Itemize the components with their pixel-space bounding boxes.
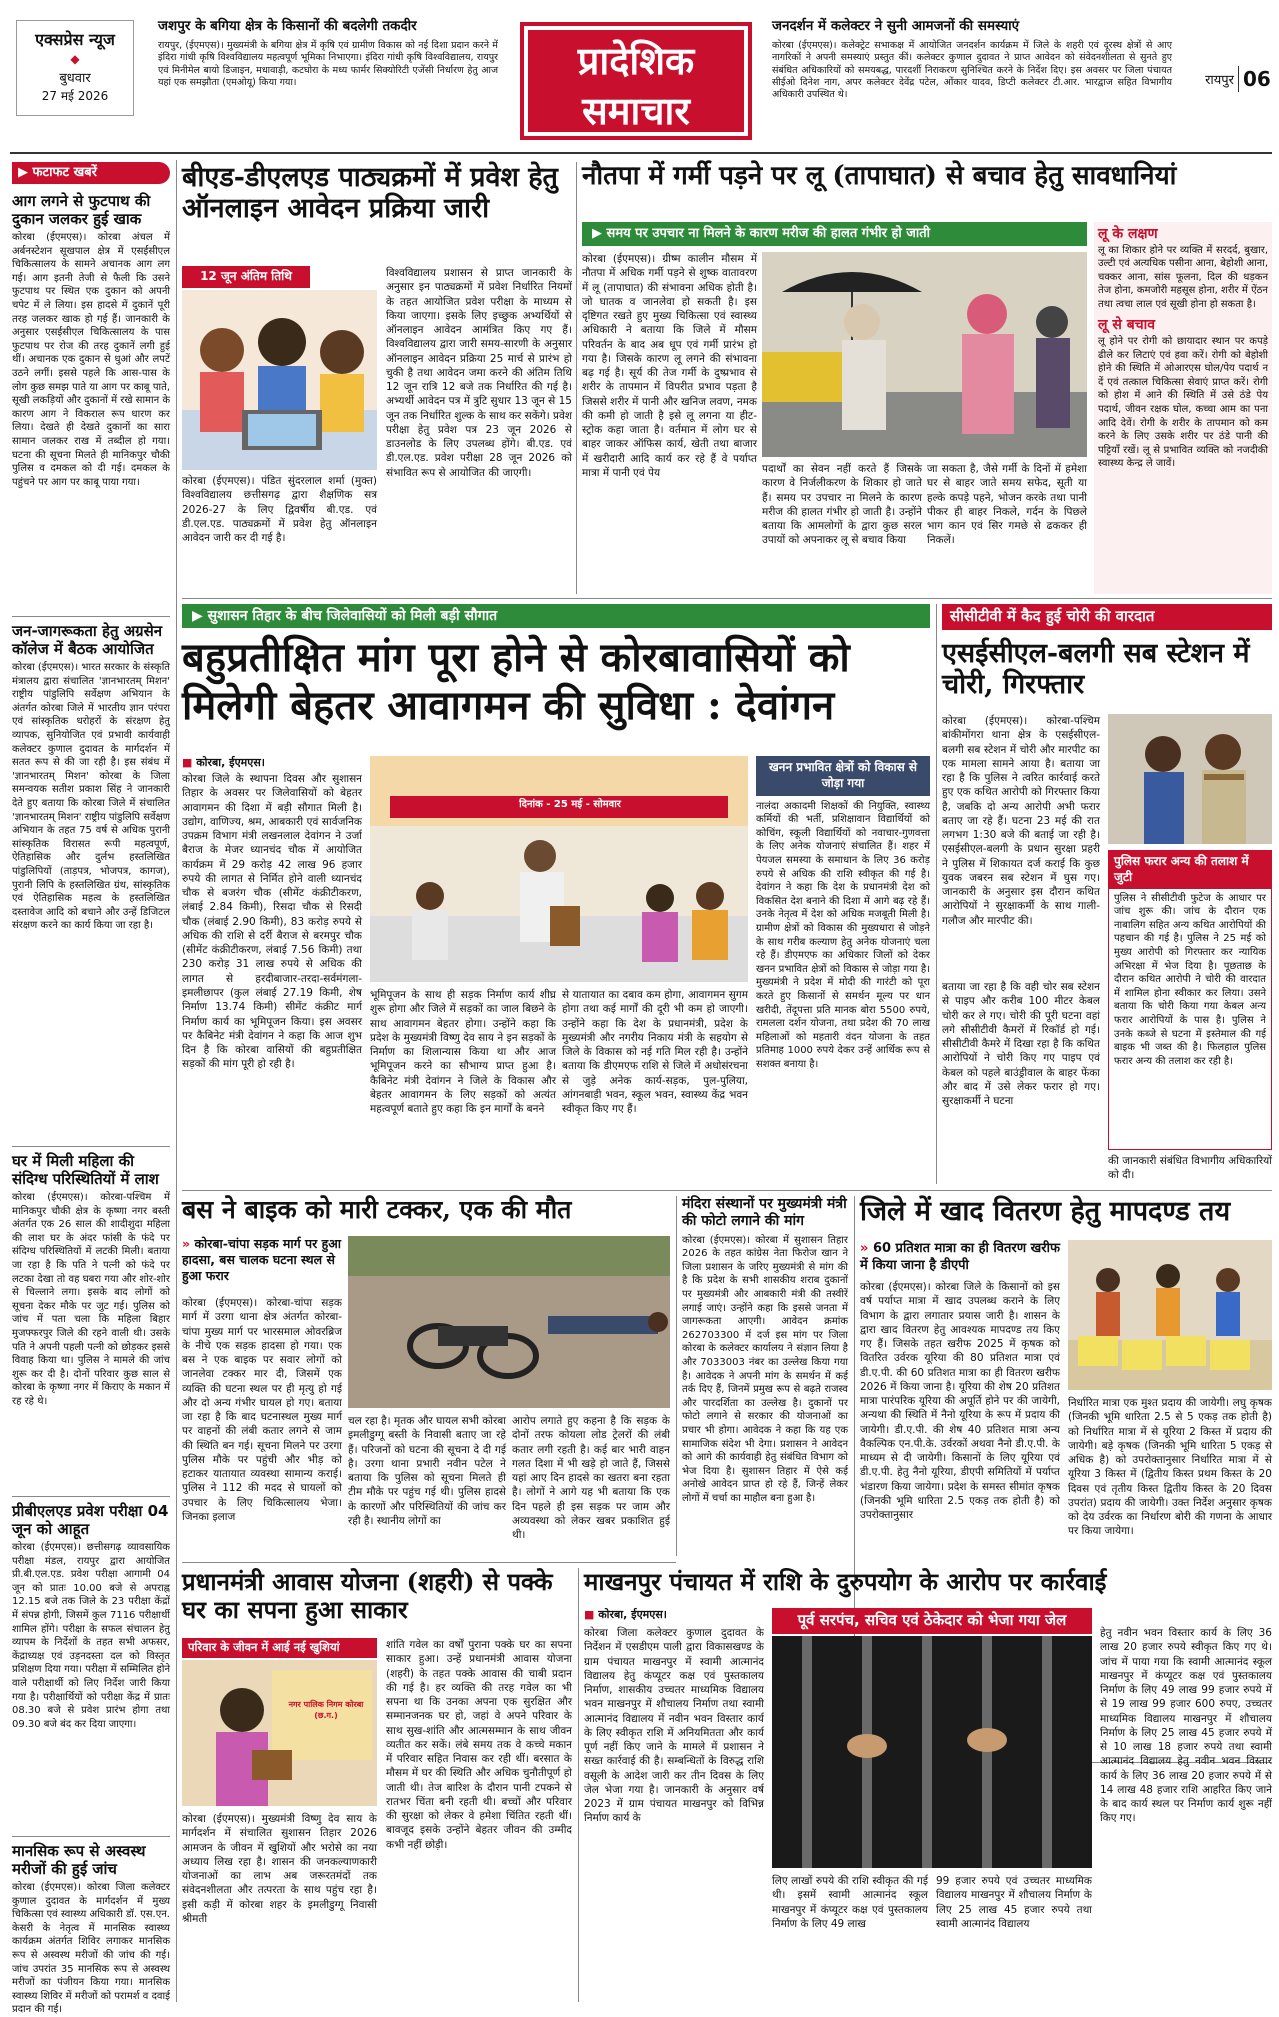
devangan-photo-banner: दिनांक - 25 मई - सोमवार bbox=[519, 799, 621, 810]
makhan-col1: कोरबा जिला कलेक्टर कुणाल दुदावत के निर्देशन में एसडीएम पाली द्वारा विकासखण्ड के ग्राम पंचायत माखनपुर में स्वामी आत्मानंद विद्यालय हेतु कंप्यूटर कक्ष एवं पुस्तकालय निर्माण, शासकीय उच्चतर माध्यमिक विद्यालय भवन माखनपुर में शौचालय निर्माण तथा स्वामी आत्मानंद विद्यालय में नवीन भवन विस्तार कार्य के लिए स्वीकृत राशि में अनियमितता और कार्य पूर्ण नहीं किए जाने के मामले में प्रशासन ने सख्त कार्रवाई की है। सम्बन्धितों के विरुद्ध राशि वसूली के आदेश जारी कर तीन दिवस के लिए जेल भेजा गया है। जानकारी के अनुसार वर्ष 2023 में ग्राम पंचायत माखनपुर को विभिन्न निर्माण कार्य के bbox=[584, 1627, 764, 1825]
heat-symptoms-body: लू का शिकार होने पर व्यक्ति में सरदर्द, बुखार, उल्टी एवं अत्यधिक पसीना आना, बेहोशी आना, चक्कर आना, सांस फूलना, दिल की धड़कन तेज होना, कमजोरी महसूस होना, शरीर में ऐंठन तथा त्वचा लाल एवं सूखी होना हो सकता है। bbox=[1098, 244, 1268, 310]
awas-beneficiary-photo bbox=[182, 1660, 377, 1806]
awas-photo-banner: नगर पालिक निगम कोरबा (छ.ग.) bbox=[288, 1700, 364, 1720]
fertilizer-col2: निर्धारित मात्रा एक मुश्त प्रदाय की जायेगी। लघु कृषक (जिनकी भूमि धारिता 2.5 से 5 एकड़ तक होती है) को निर्धारित मात्रा में से यूरिया 2 किस्त में प्रदाय की जायेगी। बड़े कृषक (जिनकी भूमि धारिता 5 एकड़ से अधिक है) को उपरोक्तानुसार निर्धारित मात्रा में से यूरिया 3 किस्त में (द्वितीय किस्त प्रथम किस्त के 20 दिवस एवं तृतीय किस्त द्वितीय किस्त के 20 दिवस उपरांत) प्रदाय की जायेगी। उक्त निर्देश अनुसार कृषक को देय उर्वरक का निर्धारण बोरी की गणना के आधार पर किया जायेगा। bbox=[1068, 1397, 1272, 1538]
brief-title: घर में मिली महिला की संदिग्ध परिस्थितियों में लाश bbox=[12, 1152, 159, 1188]
devangan-banner-arrow-icon: ▶ bbox=[192, 608, 208, 624]
heat-symptoms-box bbox=[1094, 222, 1272, 594]
section-title-line2: समाचार bbox=[582, 88, 690, 133]
brief-title: मानसिक रूप से अस्वस्थ मरीजों की हुई जांच bbox=[12, 1842, 146, 1878]
awas-col1: कोरबा (ईएमएस)। मुख्यमंत्री विष्णु देव साय के मार्गदर्शन में संचालित सुशासन तिहार 2026 आमजन के जीवन में खुशियों और भरोसे का नया अध्याय लिख रहा है। शासन की जनकल्याणकारी योजनाओं का लाभ अब जरूरतमंदों तक संवेदनशीलता और तत्परता के साथ पहुंच रहा है। इसी कड़ी में कोरबा शहर के इमलीडुग्गू निवासी श्रीमती bbox=[182, 1813, 377, 1925]
devangan-col2: भूमिपूजन के साथ ही सड़क निर्माण कार्य शीघ्र शुरू होगा और जिले में सड़कों का जाल बिछने के साथ आवागमन बेहतर होगा। उन्होंने कहा कि प्रदेश के मुख्यमंत्री विष्णु देव साय ने इन सड़कों के निर्माण का शिलान्यास किया था और आज भूमिपूजन करने का सौभाग्य प्राप्त हुआ है। कैबिनेट मंत्री देवांगन ने जिले के विकास और बेहतर आवागमन के लिए सड़कों को अत्यंत महत्वपूर्ण बताते हुए कहा कि इन मार्गों के बनने bbox=[370, 989, 556, 1116]
brief-title: जन-जागरूकता हेतु अग्रसेन कॉलेज में बैठक आयोजित bbox=[12, 622, 163, 658]
fatafat-label bbox=[12, 162, 170, 184]
bus-subhead bbox=[182, 1236, 342, 1284]
heat-col2: पदार्थों का सेवन नहीं करते हैं जिसके कारण वे निर्जलीकरण के शिकार हो जाते हैं। समय पर उपचार ना मिलने के कारण मरीज की हालत गंभीर हो जाती है। उन्होंने बताया कि आमलोगों के द्वारा कुछ सरल उपायों को अपनाकर लू से बचाव किया bbox=[762, 463, 922, 547]
makhan-dateline-text: कोरबा, ईएमएस। bbox=[598, 1608, 667, 1621]
fertilizer-subhead-text: 60 प्रतिशत मात्रा का ही वितरण खरीफ में किया जाना है डीएपी bbox=[860, 1241, 1060, 1274]
devangan-article bbox=[182, 604, 930, 1184]
makhan-jail-photo bbox=[772, 1636, 1092, 1868]
theft-tail: की जानकारी संबंधित विभागीय अधिकारियों को दी। bbox=[1108, 1155, 1272, 1182]
heat-subhead bbox=[582, 222, 1087, 246]
theft-banner-text: सीसीटीवी में कैद हुई चोरी की वारदात bbox=[950, 607, 1155, 625]
masthead-left-body: रायपुर, (ईएमएस)। मुख्यमंत्री के बगिया क्षेत्र में कृषि एवं ग्रामीण विकास को नई दिशा प्रदान करने में इंदिरा गांधी कृषि विश्वविद्यालय महत्वपूर्ण भूमिका निभाएगा। इंदिरा गांधी कृषि विश्वविद्यालय, रायपुर एवं मिनीमेल बायो डिजाइन, मधावाड़ी, कटघोरा के मध्य फार्मर सिक्योरिटी एजेंसी निर्धारण हेतु आज यहां एक समझौता (एमओयू) किया गया। bbox=[158, 39, 498, 88]
fatafat-column bbox=[12, 162, 171, 2016]
bed-article bbox=[182, 162, 572, 594]
masthead-right-title: जनदर्शन में कलेक्टर ने सुनी आमजनों की समस्याएं bbox=[772, 18, 1020, 34]
page-number: 06 bbox=[1238, 66, 1274, 92]
masthead-divider bbox=[10, 152, 1272, 154]
devangan-event-photo bbox=[370, 756, 748, 982]
brand-name: एक्सप्रेस न्यूज bbox=[35, 30, 115, 49]
heat-symptoms-title: लू के लक्षण bbox=[1098, 226, 1158, 242]
theft-body2: बताया जा रहा है कि वही चोर सब स्टेशन से पाइप और करीब 100 मीटर केबल चोरी कर ले गए। चोरी की पूरी घटना वहां लगे सीसीटीवी कैमरों में रिकॉर्ड हो गई। सीसीटीवी कैमरे में दिखा रहा है कि कथित आरोपियों ने चोरी किए गए पाइप एवं केबल को पहले बाउंड्रीवाल के बाहर फेंका और बाद में उसे लेकर फरार हो गए। सुरक्षाकर्मी ने घटना bbox=[942, 981, 1100, 1108]
brief-item bbox=[12, 1152, 170, 1492]
brief-body: कोरबा (ईएमएस)। कोरबा-पश्चिम में मानिकपुर चौकी क्षेत्र के कृष्णा नगर बस्ती अंतर्गत एक 26 साल की शादीशुदा महिला की लाश घर के अंदर फांसी के फंदे पर संदिग्ध परिस्थितियों में लटकी मिली। बताया जा रहा है कि पति ने पत्नी को फंदे पर लटका देखा तो वह घबरा गया और शोर-शोर से चिल्लाने लगा। इसके बाद लोगों को सूचना देकर मौके पर जुट गई। पुलिस को जांच में पता चला कि महिला बिहार मुजफ्फरपुर जिले की रहने वाली थी। उसके पति ने अपनी पहली पत्नी को छोड़कर इससे विवाह किया था। पुलिस ने मामले की जांच शुरू कर दी है। दोनों परिवार कुछ साल से कोरबा के कृष्णा नगर में किराए के मकान में रह रहे थे। bbox=[12, 1192, 170, 1407]
issue-date: 27 मई 2026 bbox=[41, 89, 109, 104]
brand-diamond-icon: ◆ bbox=[70, 52, 80, 67]
devangan-mines-body: नालंदा अकादमी शिक्षकों की नियुक्ति, स्वास्थ्य कर्मियों की भर्ती, प्रशिक्षावान विद्यार्थियों को कोचिंग, स्कूली विद्यार्थियों को नवाचार-गुणवत्ता के लिए अनेक योजनाएं संचालित हैं। शहर में पेयजल समस्या के समाधान के लिए 36 करोड़ रुपये से अधिक की राशि स्वीकृत की गई है। देवांगन ने कहा कि देश के प्रधानमंत्री देश को विकसित देश बनाने की दिशा में आगे बढ़ रहे हैं। उनके नेतृत्व में देश को अधिक मजबूती मिली है। ग्रामीण क्षेत्रों को विकास की मुख्यधारा से जोड़ने के साथ गरीब कल्याण हेतु अनेक योजनाएं चला रहे हैं। डीएमएफ का अधिकार जिलों को देकर खनन प्रभावित क्षेत्रों को विकास से जोड़ा गया है। मुख्यमंत्री ने प्रदेश में मोदी की गारंटी को पूरा करते हुए किसानों से समर्थन मूल्य पर धान खरीदी, तेंदूपत्ता प्रति मानक बोरा 5500 रुपये, रामलला दर्शन योजना, तथा प्रदेश की 70 लाख महिलाओं को महतारी वंदन योजना के तहत प्रतिमाह 1000 रुपये देकर उन्हें आर्थिक रूप से सशक्त बनाया है। bbox=[756, 800, 930, 1070]
brief-body: कोरबा (ईएमएस)। कोरबा जिला कलेक्टर कुणाल दुदावत के मार्गदर्शन में मुख्य चिकित्सा एवं स्वास्थ्य अधिकारी डॉ. एस.एन. केसरी के नेतृत्व में मानसिक स्वास्थ्य कार्यक्रम अंतर्गत शिविर लगाकर मानसिक रूप से अस्वस्थ मरीजों की जांच की गई। जांच उपरांत 35 मानसिक रूप से अस्वस्थ मरीजों का पंजीयन किया गया। मानसिक स्वास्थ्य शिविर में मरीजों को परामर्श व दवाई प्रदान की गई। bbox=[12, 1882, 170, 2016]
makhan-square-icon: ■ bbox=[584, 1608, 599, 1621]
bed-headline: बीएड-डीएलएड पाठ्यक्रमों में प्रवेश हेतु ऑनलाइन आवेदन प्रक्रिया जारी bbox=[182, 162, 558, 225]
theft-police-body: पुलिस ने सीसीटीवी फुटेज के आधार पर जांच शुरू की। जांच के दौरान एक नाबालिग सहित अन्य कथित आरोपियों की पहचान की गई है। पुलिस ने 25 मई को मुख्य आरोपी को गिरफ्तार कर न्यायिक अभिरक्षा में भेज दिया है। पूछताछ के दौरान कथित आरोपी ने चोरी की वारदात में शामिल होना स्वीकार कर लिया। उसने बताया कि चोरी किया गया केबल अन्य फरार आरोपियों के पास है। पुलिस ने उनके कब्जे से घटना में इस्तेमाल की गई बाइक भी जब्त की है। फिलहाल पुलिस फरार अन्य की तलाश कर रही है। bbox=[1114, 892, 1266, 1067]
awas-tag bbox=[182, 1638, 377, 1658]
heat-col1: कोरबा (ईएमएस)। ग्रीष्म कालीन मौसम में नौतपा में अधिक गर्मी पड़ने से शुष्क वातावरण में लू (तापाघात) की संभावना अधिक होती है। जो घातक व जानलेवा हो सकती है। इस दृष्टिगत रखते हुए मुख्य चिकित्सा एवं स्वास्थ्य अधिकारी ने बताया कि जिले में मौसम परिवर्तन के बाद अब धूप एवं गर्मी प्रारंभ हो गया है। जिसके कारण लू लगने की संभावना बढ़ गई है। सूर्य की तेज गर्मी के दुष्प्रभाव से शरीर के तापमान में विपरीत प्रभाव पड़ता है जिससे शरीर में पानी और खनिज लवण, नमक की कमी हो जाती है इसे लू लगना या हीट-स्ट्रोक कहा जाता है। वर्तमान में लोग घर से बाहर जाकर ऑफिस कार्य, खेती तथा बाजार में खरीदारी आदि कार्य कर रहे हैं वे पर्याप्त मात्रा में पानी एवं पेय bbox=[582, 253, 757, 479]
bus-headline: बस ने बाइक को मारी टक्कर, एक की मौत bbox=[182, 1195, 572, 1224]
brand-box bbox=[16, 20, 134, 116]
makhan-subhead-text: पूर्व सरपंच, सचिव एवं ठेकेदार को भेजा गया जेल bbox=[797, 1611, 1067, 1629]
heat-prevention-title: लू से बचाव bbox=[1098, 317, 1155, 334]
fertilizer-subhead bbox=[860, 1240, 1060, 1274]
devangan-headline: बहुप्रतीक्षित मांग पूरा होने से कोरबावासियों को मिलेगी बेहतर आवागमन की सुविधा : देवांगन bbox=[182, 634, 850, 729]
devangan-banner bbox=[182, 604, 930, 628]
heat-article bbox=[582, 162, 1272, 594]
brief-title: प्रीबीएलएड प्रवेश परीक्षा 04 जून को आहूत bbox=[12, 1502, 169, 1538]
fertilizer-col1: कोरबा (ईएमएस)। कोरबा जिले के किसानों को इस वर्ष पर्याप्त मात्रा में खाद उपलब्ध कराने के लिए विभाग के द्वारा लगातार प्रयास जारी है। शासन के द्वारा खाद वितरण हेतु आवश्यक मापदण्ड तय किए गए हैं। जिसके तहत खरीफ 2025 में कृषक को वितरित उर्वरक यूरिया की 80 प्रतिशत मात्रा एवं डी.ए.पी. की 60 प्रतिशत मात्रा का ही वितरण खरीफ 2026 में किया जाना है। यूरिया की शेष 20 प्रतिशत मात्रा पारंपरिक यूरिया की अपूर्ति होने पर की जायेगी, अन्यथा की स्थिति में नैनो यूरिया के रूप में प्रदाय की जायेगी। डी.ए.पी. की शेष 40 प्रतिशत मात्रा अन्य वैकल्पिक एन.पी.के. उर्वरकों अथवा नैनो डी.ए.पी. के माध्यम से दी जायेगी। किसानों के लिए यूरिया एवं डी.ए.पी. हेतु नैनो यूरिया, डीएपी समितियों में पर्याप्त भंडारण किया जायेगा। प्रदेश के समस्त सीमांत कृषक (जिनकी भूमि धारिता 2.5 एकड़ तक होती है) को उपरोक्तानुसार bbox=[860, 1281, 1060, 1522]
makhan-subhead bbox=[772, 1608, 1092, 1634]
dateline-square-icon: ■ bbox=[182, 756, 197, 769]
awas-tag-text: परिवार के जीवन में आई नई खुशियां bbox=[188, 1640, 340, 1654]
masthead-left-title: जशपुर के बगिया क्षेत्र के किसानों की बदलेगी तकदीर bbox=[158, 18, 417, 34]
brief-item bbox=[12, 1502, 170, 1832]
fertilizer-headline: जिले में खाद वितरण हेतु मापदण्ड तय bbox=[860, 1196, 1231, 1227]
devangan-dateline-text: कोरबा, ईएमएस। bbox=[196, 756, 265, 769]
brief-title: आग लगने से फुटपाथ की दुकान जलकर हुई खाक bbox=[12, 192, 151, 228]
section-title-box bbox=[520, 22, 752, 140]
devangan-col1: कोरबा जिले के स्थापना दिवस और सुशासन तिहार के अवसर पर जिलेवासियों को बेहतर आवागमन की दिशा में बड़ी सौगात मिली है। उद्योग, वाणिज्य, श्रम, आबकारी एवं सार्वजनिक उपक्रम विभाग मंत्री लखनलाल देवांगन ने उर्जा बैराज के मेजर ध्यानचंद चौक में आयोजित कार्यक्रम में 29 करोड़ 42 लाख 96 हजार रुपये की लागत से निर्मित होने वाली ध्यानचंद चौक से बजरंग चौक (सीमेंट कंक्रीटीकरण, लंबाई 2.84 किमी), रिसदा चौक से रिसदी चौक (लंबाई 2.90 किमी), 83 करोड़ रुपये से अधिक की राशि से दर्री बैराज से बरमपुर चौक (सीमेंट कंक्रीटीकरण, लंबाई 7.56 किमी) तथा 230 करोड़ 31 लाख रुपये से अधिक की लागत से हरदीबाजार-तरदा-सर्वमंगला-इमलीछापर (कुल लंबाई 27.19 किमी, शेष निर्माण 13.74 किमी) सीमेंट कंक्रीट मार्ग निर्माण कार्य का भूमिपूजन किया। इस अवसर पर कैबिनेट मंत्री देवांगन ने कहा कि आज शुभ दिन है कि कोरबा वासियों की बहुप्रतीक्षित सड़कों की मांग पूरी हो रही है। bbox=[182, 773, 362, 1071]
heat-col3: जा सकता है, जैसे गर्मी के दिनों में हमेशा घर से बाहर जाते समय सफेद, सूती या हल्के कपड़े पहने, भोजन करके तथा पानी पीकर ही बाहर निकले, गर्दन के पिछले भाग कान एवं सिर गमछे से ढककर ही निकलें। bbox=[927, 463, 1087, 547]
fertilizer-photo bbox=[1068, 1240, 1272, 1390]
bus-article bbox=[182, 1196, 670, 1556]
heat-street-photo bbox=[762, 252, 1087, 457]
brief-body: कोरबा (ईएमएस)। छत्तीसगढ़ व्यावसायिक परीक्षा मंडल, रायपुर द्वारा आयोजित प्री.बी.एल.एड. प्रवेश परीक्षा आगामी 04 जून को प्रातः 10.00 बजे से अपराह्न 12.15 बजे तक जिले के 23 परीक्षा केंद्रों में संपन्न होगी, जिसमें कुल 7116 परीक्षार्थी शामिल होंगे। परीक्षा के सफल संचालन हेतु व्यापम के निर्देशों के तहत सभी अफसर, केंद्राध्यक्ष एवं उड़नदस्ता दल को विस्तृत प्रशिक्षण दिया गया। परीक्षा में सम्मिलित होने वाले परीक्षार्थी को लिए निर्देश जारी किया गया है। परीक्षार्थियों को परीक्षा केंद्र में प्रातः 08.30 बजे से प्रवेश प्रारंभ होगा तथा 09.30 बजे बंद कर दिया जाएगा। bbox=[12, 1542, 170, 1730]
temple-headline: मंदिरा संस्थानों पर मुख्यमंत्री मंत्री की फोटो लगाने की मांग bbox=[682, 1196, 847, 1229]
brief-body: कोरबा (ईएमएस)। भारत सरकार के संस्कृति मंत्रालय द्वारा संचालित 'ज्ञानभारतम् मिशन' राष्ट्रीय पांडुलिपि सर्वेक्षण अभियान के अंतर्गत कोरबा जिले में भारतीय ज्ञान परंपरा एवं सांस्कृतिक धरोहरों के संरक्षण हेतु व्यापक, सुनियोजित एवं प्रभावी कार्यवाही कलेक्टर कुणाल दुदावत के मार्गदर्शन में सतत रूप से की जा रही है। इस संबंध में 'ज्ञानभारतम् मिशन' कोरबा के जिला समन्वयक सतीश प्रकाश सिंह ने जानकारी देते हुए बताया कि कोरबा जिले में संचालित 'ज्ञानभारतम् मिशन' राष्ट्रीय पांडुलिपि सर्वेक्षण अभियान के तहत 75 वर्ष से अधिक पुरानी सांस्कृतिक विरासत रूपी महत्वपूर्ण, ऐतिहासिक और दुर्लभ हस्तलिखित पांडुलिपियों (ताड़पत्र, भोजपत्र, कागज), पुरानी लिपि के हस्तलिखित ग्रंथ, सांस्कृतिक एवं ऐतिहासिक महत्व के हस्तलिखित दस्तावेज आदि को बचाने और उन्हें डिजिटल संरक्षण करने का कार्य किया जा रहा है। bbox=[12, 662, 170, 932]
heat-prevention-body: लू होने पर रोगी को छायादार स्थान पर कपड़े ढीले कर लिटाएं एवं हवा करें। रोगी को बेहोशी होने की स्थिति में ओआरएस घोल/पेय पदार्थ न दें एवं तत्काल चिकित्सा सेवाएं प्राप्त करें। रोगी को होश में आने की स्थिति में उसे ठंडे पेय पदार्थ, जीवन रक्षक घोल, कच्चा आम का पना आदि देवें। रोगी के शरीर के तापमान को कम करने के लिए उसके शरीर पर ठंडे पानी की पट्टियाँ रखें। लू से प्रभावित व्यक्ति को नजदीकी स्वास्थ्य केन्द्र ले जावें। bbox=[1098, 335, 1268, 470]
brief-item bbox=[12, 192, 170, 612]
awas-col2: शांति गवेल का वर्षों पुराना पक्के घर का सपना साकार हुआ। उन्हें प्रधानमंत्री आवास योजना (शहरी) के तहत पक्के आवास की चाबी प्रदान की गई है। हर व्यक्ति की तरह गवेल का भी सपना था कि उनका अपना एक सुरक्षित और सम्मानजनक घर हो, जहां वे अपने परिवार के साथ सुख-शांति और आत्मसम्मान के साथ जीवन व्यतीत कर सकें। लंबे समय तक वे कच्चे मकान में परिवार सहित निवास कर रही थीं। बरसात के मौसम में घर की स्थिति और अधिक चुनौतीपूर्ण हो जाती थी। तेज बारिश के दौरान पानी टपकने से रातभर चिंता बनी रहती थी। बच्चों और परिवार की सुरक्षा को लेकर वे हमेशा चिंतित रहती थीं। बावजूद इसके उन्होंने बेहतर जीवन की उम्मीद कभी नहीं छोड़ी। bbox=[386, 1639, 572, 1851]
bus-col3: आरोप लगाते हुए कहना है कि सड़क के दोनों तरफ कोयला लोड ट्रेलरों की लंबी कतार लगी रहती है। कई बार भारी वाहन गलत दिशा में भी खड़े हो जाते हैं, जिससे यहां आए दिन हादसे का खतरा बना रहता है। लोगों ने आगे यह भी बताया कि एक दिन पहले ही इस सड़क पर जाम और अव्यवस्था को लेकर खबर प्रकाशित हुई थी। bbox=[512, 1415, 670, 1542]
bed-tag-text: 12 जून अंतिम तिथि bbox=[200, 269, 292, 283]
theft-police-box bbox=[1108, 850, 1272, 1150]
fatafat-arrow-icon: ▶ bbox=[18, 165, 33, 180]
devangan-banner-text: सुशासन तिहार के बीच जिलेवासियों को मिली बड़ी सौगात bbox=[207, 608, 498, 624]
makhan-col4: हेतु नवीन भवन विस्तार कार्य के लिए 36 लाख 20 हजार रुपये स्वीकृत किए गए थे। जांच में पाया गया कि स्वामी आत्मानंद स्कूल माखनपुर में कंप्यूटर कक्ष एवं पुस्तकालय निर्माण के लिए 49 लाख 99 हजार रुपये में से 19 लाख 99 हजार 600 रुपए, उच्चतर माध्यमिक विद्यालय माखनपुर में शौचालय निर्माण के लिए 25 लाख 45 हजार रुपये में से 10 लाख 18 हजार रुपये तथा स्वामी आत्मानंद विद्यालय हेतु नवीन भवन विस्तार कार्य के लिए 36 लाख 20 हजार रुपये में से 14 लाख 48 हजार राशि आहरित किए जाने के बाद कार्य स्थल पर निर्माण कार्य शुरू नहीं किए गए। bbox=[1100, 1627, 1272, 1825]
theft-body1: कोरबा (ईएमएस)। कोरबा-पश्चिम बांकीमोंगरा थाना क्षेत्र के एसईसीएल-बलगी सब स्टेशन में चोरी और मारपीट का एक मामला सामने आया है। बताया जा रहा है कि पुलिस ने त्वरित कार्रवाई करते हुए एक कथित आरोपी को गिरफ्तार किया है, जबकि दो अन्य आरोपी अभी फरार बताए जा रहे हैं। घटना 23 मई की रात लगभग 1:30 बजे की बताई जा रही है। एसईसीएल-बलगी के प्रधान सुरक्षा प्रहरी ने पुलिस में शिकायत दर्ज कराई कि कुछ युवक जबरन सब स्टेशन में घुस गए। जानकारी के अनुसार इस दौरान कथित आरोपियों ने सुरक्षाकर्मी के साथ गाली-गलौज और मारपीट की। bbox=[942, 715, 1100, 927]
makhan-col3: 99 हजार रुपये एवं उच्चतर माध्यमिक विद्यालय माखनपुर में शौचालय निर्माण के लिए 25 लाख 45 हजार रुपये तथा स्वामी आत्मानंद विद्यालय bbox=[936, 1875, 1092, 1930]
temple-body: कोरबा (ईएमएस)। कोरबा में सुशासन तिहार 2026 के तहत कांग्रेस नेता फिरोज खान ने जिला प्रशासन के जरिए मुख्यमंत्री से मांग की है कि प्रदेश के सभी शासकीय शराब दुकानों पर मुख्यमंत्री और आबकारी मंत्री की तस्वीरें लगाई जाएं। उन्होंने कहा कि इससे जनता में जागरूकता आएगी। आवेदन क्रमांक 262703300 में दर्ज इस मांग पर जिला कोरबा के कलेक्टर कार्यालय ने संज्ञान लिया है और 7033003 नंबर का उल्लेख किया गया है। आवेदक ने अपनी मांग के समर्थन में कई तर्क दिए हैं, जिनमें प्रमुख रूप से बढ़ते राजस्व और पारदर्शिता का उल्लेख है। दुकानों पर फोटो लगाने से सरकार की योजनाओं का प्रचार भी होगा। आवेदक ने कहा कि यह एक सामाजिक संदेश भी देगा। प्रशासन ने आवेदन को आगे की कार्यवाही हेतु संबंधित विभाग को भेज दिया है। सुशासन तिहार में ऐसे कई अनोखे आवेदन प्राप्त हो रहे हैं, जिन्हें लेकर लोगों में चर्चा का माहौल बना हुआ है। bbox=[682, 1234, 848, 1504]
theft-accused-photo bbox=[1108, 714, 1272, 844]
awas-article bbox=[182, 1568, 572, 2002]
heat-headline: नौतपा में गर्मी पड़ने पर लू (तापाघात) से बचाव हेतु सावधानियां bbox=[582, 161, 1177, 191]
theft-police-title: पुलिस फरार अन्य की तलाश में जुटी bbox=[1109, 851, 1271, 889]
bus-col2: चल रहा है। मृतक और घायल सभी कोरबा इमलीडुग्गू बस्ती के निवासी बताए जा रहे हैं। परिजनों को घटना की सूचना दे दी गई है। उरगा थाना प्रभारी नवीन पटेल ने बताया कि पुलिस को सूचना मिलते ही टीम मौके पर पहुंच गई थी। पुलिस हादसे के कारणों और परिस्थितियों की जांच कर रही है। स्थानीय लोगों का bbox=[348, 1415, 506, 1527]
heat-subhead-text: समय पर उपचार ना मिलने के कारण मरीज की हालत गंभीर हो जाती bbox=[606, 226, 931, 241]
bus-subhead-text: कोरबा-चांपा सड़क मार्ग पर हुआ हादसा, बस चालक घटना स्थल से हुआ फरार bbox=[182, 1236, 341, 1283]
masthead-right-story bbox=[772, 18, 1172, 128]
bus-accident-photo bbox=[348, 1236, 670, 1408]
makhan-headline: माखनपुर पंचायत में राशि के दुरुपयोग के आरोप पर कार्रवाई bbox=[584, 1567, 1107, 1596]
theft-headline: एसईसीएल-बलगी सब स्टेशन में चोरी, गिरफ्तार bbox=[942, 638, 1250, 701]
brief-body: कोरबा (ईएमएस)। कोरबा अंचल में अर्बनस्टेशन सूखपाल क्षेत्र में एसईसीएल चिकित्सालय के सामने अचानक आग लग गई। आग इतनी तेजी से फैली कि उसने फुटपाथ पर स्थित एक दुकान को अपनी चपेट में ले लिया। इस हादसे में दुकानें पूरी तरह जलकर खाक हो गई हैं। जानकारी के अनुसार एसईसीएल चिकित्सालय के पास फुटपाथ पर रोज की तरह दुकानें लगी हुई थीं। अचानक एक दुकान से धुआं और लपटें उठने लगीं। इससे पहले कि आस-पास के लोग कुछ समझ पाते या आग पर काबू पाते, सूखी लकड़ियों और दुकानों में रखे सामान के कारण आग ने विकराल रूप धारण कर लिया। देखते ही देखते दुकानों का सारा सामान जलकर राख में तब्दील हो गया। घटना की सूचना मिलते ही मानिकपुर चौकी पुलिस व दमकल को दी गई। दमकल के पहुंचने पर आग पर काबू पाया गया। bbox=[12, 232, 171, 488]
fertilizer-arrow-icon: » bbox=[860, 1241, 873, 1256]
makhan-dateline bbox=[584, 1608, 764, 1623]
heat-arrow-icon: ▶ bbox=[592, 226, 607, 241]
masthead-right-body: कोरबा (ईएमएस)। कलेक्ट्रेट सभाकक्ष में आयोजित जनदर्शन कार्यक्रम में जिले के शहरी एवं दूरस्थ क्षेत्रों से आए नागरिकों ने अपनी समस्याएं प्रस्तुत कीं। कलेक्टर कुणाल दुदावत ने प्राप्त आवेदन को संवेदनशीलता से सुनते हुए संबंधित अधिकारियों को समयबद्ध, पारदर्शी निराकरण सुनिश्चित करने के निर्देश दिए। इस अवसर पर जिला पंचायत सीईओ दिनेश नाग, अपर कलेक्टर देवेंद्र पटेल, ओंकार यादव, डिप्टी कलेक्टर टी.आर. भारद्वाज सहित विभागीय अधिकारी उपस्थित थे। bbox=[772, 39, 1172, 101]
bed-col1: कोरबा (ईएमएस)। पंडित सुंदरलाल शर्मा (मुक्त) विश्वविद्यालय छत्तीसगढ़ द्वारा शैक्षणिक सत्र 2026-27 के लिए द्विवर्षीय बी.एड. एवं डी.एल.एड. पाठ्यक्रमों में प्रवेश हेतु ऑनलाइन आवेदन जारी कर दी गई है। bbox=[182, 475, 377, 545]
fatafat-label-text: फटाफट खबरें bbox=[32, 165, 97, 180]
masthead bbox=[0, 0, 1279, 150]
makhan-col2: लिए लाखों रुपये की राशि स्वीकृत की गई थी। इसमें स्वामी आत्मानंद स्कूल माखनपुर में कंप्यूटर कक्ष एवं पुस्तकालय निर्माण के लिए 49 लाख bbox=[772, 1875, 928, 1930]
bus-col1: कोरबा (ईएमएस)। कोरबा-चांपा सड़क मार्ग में उरगा थाना क्षेत्र अंतर्गत कोरबा-चांपा मुख्य मार्ग पर भारसमाल ओवरब्रिज के नीचे एक सड़क हादसा हो गया। एक बस ने एक बाइक पर सवार लोगों को जानलेवा टक्कर मार दी, जिसमें एक व्यक्ति की घटना स्थल पर ही मृत्यु हो गई और दो अन्य गंभीर घायल हो गए। बताया जा रहा है कि बाद घटनास्थल मुख्य मार्ग पर वाहनों की लंबी कतार लगने से जाम की स्थिति बन गई। सूचना मिलने पर उरगा पुलिस मौके पर पहुंची और भीड़ को हटाकर यातायात व्यवस्था सामान्य कराई। पुलिस ने 112 की मदद से घायलों को उपचार के लिए चिकित्सालय भेजा। जिनका इलाज bbox=[182, 1297, 342, 1523]
brief-item bbox=[12, 1842, 170, 2016]
masthead-left-story bbox=[158, 18, 498, 128]
issue-day: बुधवार bbox=[59, 70, 91, 86]
page-city: रायपुर bbox=[1205, 73, 1234, 88]
bed-col2: विश्वविद्यालय प्रशासन से प्राप्त जानकारी के अनुसार इन पाठ्यक्रमों में प्रवेश निर्धारित नियमों के तहत आयोजित प्रवेश परीक्षा के माध्यम से किया जाएगा। इसके लिए इच्छुक अभ्यर्थियों से ऑनलाइन आवेदन आमंत्रित किए गए हैं। विश्वविद्यालय द्वारा जारी समय-सारणी के अनुसार ऑनलाइन आवेदन प्रक्रिया 25 मार्च से प्रारंभ हो चुकी है तथा आवेदन जमा करने की अंतिम तिथि 12 जून रात्रि 12 बजे तक निर्धारित की गई है। अभ्यर्थी आवेदन पत्र में त्रुटि सुधार 13 जून से 15 जून तक निर्धारित शुल्क के साथ कर सकेंगे। प्रवेश परीक्षा हेतु प्रवेश पत्र 23 जून 2026 से डाउनलोड के लिए उपलब्ध होंगे। बी.एड. एवं डी.एल.एड. प्रवेश परीक्षा 28 जून 2026 को संभावित रूप से आयोजित की जाएगी। bbox=[386, 267, 572, 479]
devangan-dateline bbox=[182, 756, 362, 771]
bed-students-photo bbox=[182, 290, 377, 470]
theft-article bbox=[942, 604, 1272, 1184]
bed-tag bbox=[182, 266, 310, 288]
section-title-line1: प्रादेशिक bbox=[577, 38, 695, 83]
brief-item bbox=[12, 622, 170, 1142]
awas-headline: प्रधानमंत्री आवास योजना (शहरी) से पक्के घर का सपना हुआ साकार bbox=[182, 1567, 553, 1624]
devangan-mines-box bbox=[756, 756, 930, 1184]
makhan-article-main bbox=[584, 1568, 1272, 2002]
theft-banner bbox=[942, 604, 1272, 630]
bus-arrow-icon: » bbox=[182, 1236, 195, 1251]
devangan-col3: से यातायात का दबाव कम होगा, आवागमन सुगम होगा तथा कई मार्गों की दूरी भी कम हो जाएगी। उन्होंने कहा कि देश के प्रधानमंत्री, प्रदेश के मुख्यमंत्री और नगरीय निकाय मंत्री के सहयोग से जिले के विकास को नई गति मिल रही है। उन्होंने बताया कि डीएमएफ राशि से जिले में अधोसंरचना से जुड़े अनेक कार्य-सड़क, पुल-पुलिया, आंगनबाड़ी भवन, स्कूल भवन, स्वास्थ्य केंद्र भवन स्वीकृत किए गए हैं। bbox=[562, 989, 748, 1116]
devangan-mines-title: खनन प्रभावित क्षेत्रों को विकास से जोड़ा गया bbox=[756, 756, 930, 796]
